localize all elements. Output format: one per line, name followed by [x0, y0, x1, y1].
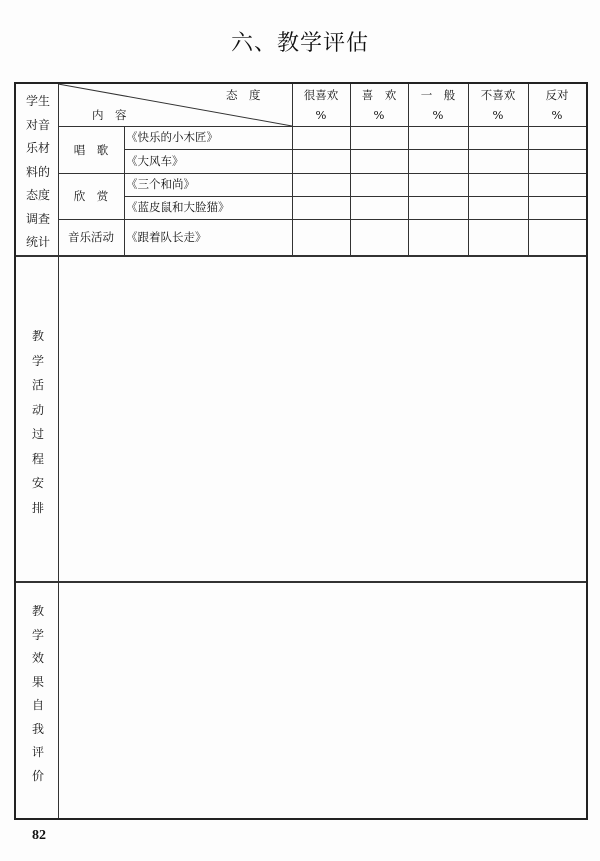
label-char: 料的 — [25, 164, 50, 179]
label-char: 学 — [31, 353, 44, 368]
header-attitude: 态 度 — [226, 88, 261, 102]
label-char: 动 — [31, 402, 44, 417]
divider — [16, 581, 586, 583]
label-char: 教 — [31, 329, 44, 343]
page-number: 82 — [32, 828, 46, 843]
label-char: 果 — [31, 674, 44, 689]
teaching-process-label — [16, 324, 60, 520]
divider — [58, 126, 586, 127]
label-char: 过 — [31, 427, 44, 441]
column-unit: % — [492, 108, 504, 122]
song-item: 《三个和尚》 — [126, 177, 195, 191]
song-item: 《跟着队长走》 — [126, 230, 207, 244]
column-unit: % — [432, 108, 444, 122]
song-item: 《快乐的小木匠》 — [126, 130, 218, 144]
column-very-like: 很喜欢 — [303, 88, 339, 102]
column-neutral: 一 般 — [420, 88, 456, 102]
header-content: 内 容 — [92, 108, 127, 122]
column-unit: % — [315, 108, 327, 122]
divider — [124, 149, 586, 150]
label-char: 对音 — [25, 117, 50, 132]
column-dislike: 不喜欢 — [480, 88, 516, 102]
label-char: 学生 — [25, 94, 50, 108]
divider — [58, 219, 586, 220]
label-char: 我 — [31, 721, 44, 736]
label-char: 排 — [31, 500, 44, 515]
label-char: 程 — [31, 451, 44, 466]
survey-side-label — [16, 90, 60, 255]
label-char: 效 — [31, 651, 44, 665]
column-unit: % — [551, 108, 563, 122]
divider — [124, 126, 125, 255]
label-char: 调查 — [25, 211, 50, 226]
label-char: 乐材 — [25, 141, 50, 155]
label-char: 教 — [31, 604, 44, 618]
column-like: 喜 欢 — [361, 88, 397, 102]
group-appreciation: 欣 赏 — [73, 189, 109, 203]
group-singing: 唱 歌 — [73, 143, 109, 157]
page-title: 六、教学评估 — [230, 31, 369, 56]
teaching-effect-label — [16, 600, 60, 788]
divider — [58, 173, 586, 174]
divider — [124, 196, 586, 197]
song-item: 《大风车》 — [126, 154, 184, 168]
label-char: 态度 — [25, 188, 50, 202]
song-item: 《蓝皮鼠和大脸猫》 — [126, 200, 230, 214]
label-char: 评 — [31, 745, 44, 759]
column-unit: % — [373, 108, 385, 122]
group-music-activity: 音乐活动 — [68, 230, 114, 244]
label-char: 自 — [31, 698, 44, 712]
label-char: 活 — [31, 378, 44, 392]
label-char: 安 — [31, 476, 44, 490]
column-oppose: 反对 — [545, 88, 569, 102]
label-char: 学 — [31, 627, 44, 642]
label-char: 价 — [31, 768, 44, 783]
evaluation-table — [14, 82, 588, 820]
divider — [16, 255, 586, 257]
label-char: 统计 — [25, 235, 50, 249]
